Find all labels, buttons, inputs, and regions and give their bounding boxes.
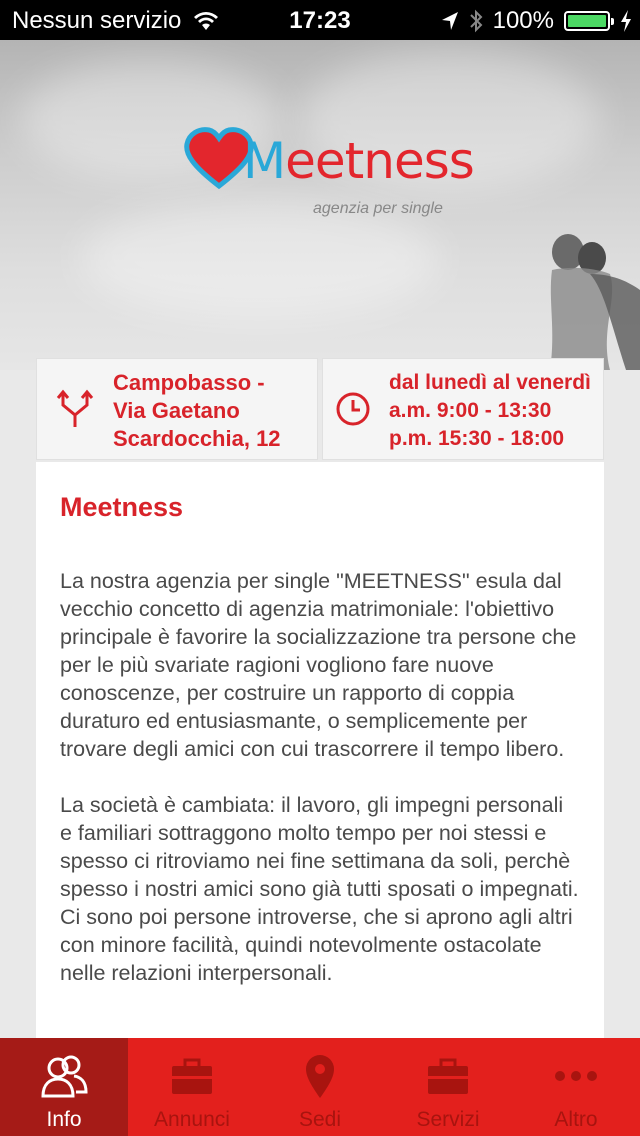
location-arrow-icon [441,11,459,31]
tab-info[interactable] [0,1038,128,1136]
bluetooth-icon [469,9,483,33]
battery-icon [564,11,610,31]
tab-bar [0,1038,640,1136]
info-cards [36,358,604,460]
users-icon [40,1052,88,1100]
charging-icon [620,10,632,32]
address-line-3: Scardocchia, 12 [113,426,281,451]
content-paragraph-1: La nostra agenzia per single "MEETNESS" esula dal vecchio concetto di agenzia matrimoniale: l'obiettivo principale è favorire la socializzazione tra persone che per le più svariate ragioni vogliono fare nuove conoscenze, per costruire un rapporto di coppia duraturo ed entusiasmante, o semplicemente per trovare degli amici con cui trascorrere il tempo libero. [60,569,577,761]
map-pin-icon [296,1052,344,1100]
clock: 17:23 [289,7,351,34]
tab-sedi[interactable] [256,1038,384,1136]
address-line-2: Via Gaetano [113,398,240,423]
hours-afternoon: p.m. 15:30 - 18:00 [389,427,565,450]
tab-info-label: Info [46,1108,82,1131]
tab-annunci[interactable] [128,1038,256,1136]
more-icon [552,1052,600,1100]
content-paragraph-3: Ci sono poi persone introverse, che si aprono agli altri con minore facilità, quindi notevolmente ostacolate nelle relazioni interpersonali. [60,905,573,985]
tab-altro-label: Altro [554,1108,598,1131]
content-title: Meetness [60,492,184,522]
hours-days: dal lunedì al venerdì [389,371,591,394]
clock-icon [333,389,373,429]
status-bar [0,0,640,40]
hero-banner [0,40,640,370]
directions-icon [55,389,95,429]
hours-card [322,358,604,460]
tab-sedi-label: Sedi [298,1108,342,1131]
tab-annunci-label: Annunci [154,1108,230,1131]
content-paragraph-2: La società è cambiata: il lavoro, gli impegni personali e familiari sottraggono molto tempo per noi stessi e spesso ci ritroviamo nei fine settimana da soli, perchè spesso i nostri amici sono già tutti sposati o impegnati. [60,793,579,901]
tab-servizi-label: Servizi [416,1108,480,1131]
content-panel[interactable] [36,462,604,1062]
meetness-logo [183,126,474,236]
logo-tagline: agenzia per single [313,200,443,217]
briefcase-icon [424,1052,472,1100]
address-line-1: Campobasso - [113,370,265,395]
address-card[interactable] [36,358,318,460]
tab-servizi[interactable] [384,1038,512,1136]
logo-wordmark: Meetness [243,132,474,190]
battery-percent: 100% [492,7,554,34]
hours-morning: a.m. 9:00 - 13:30 [389,399,552,422]
briefcase-icon [168,1052,216,1100]
couple-silhouette-image [530,230,640,370]
tab-altro[interactable] [512,1038,640,1136]
carrier-label: Nessun servizio [12,7,182,34]
